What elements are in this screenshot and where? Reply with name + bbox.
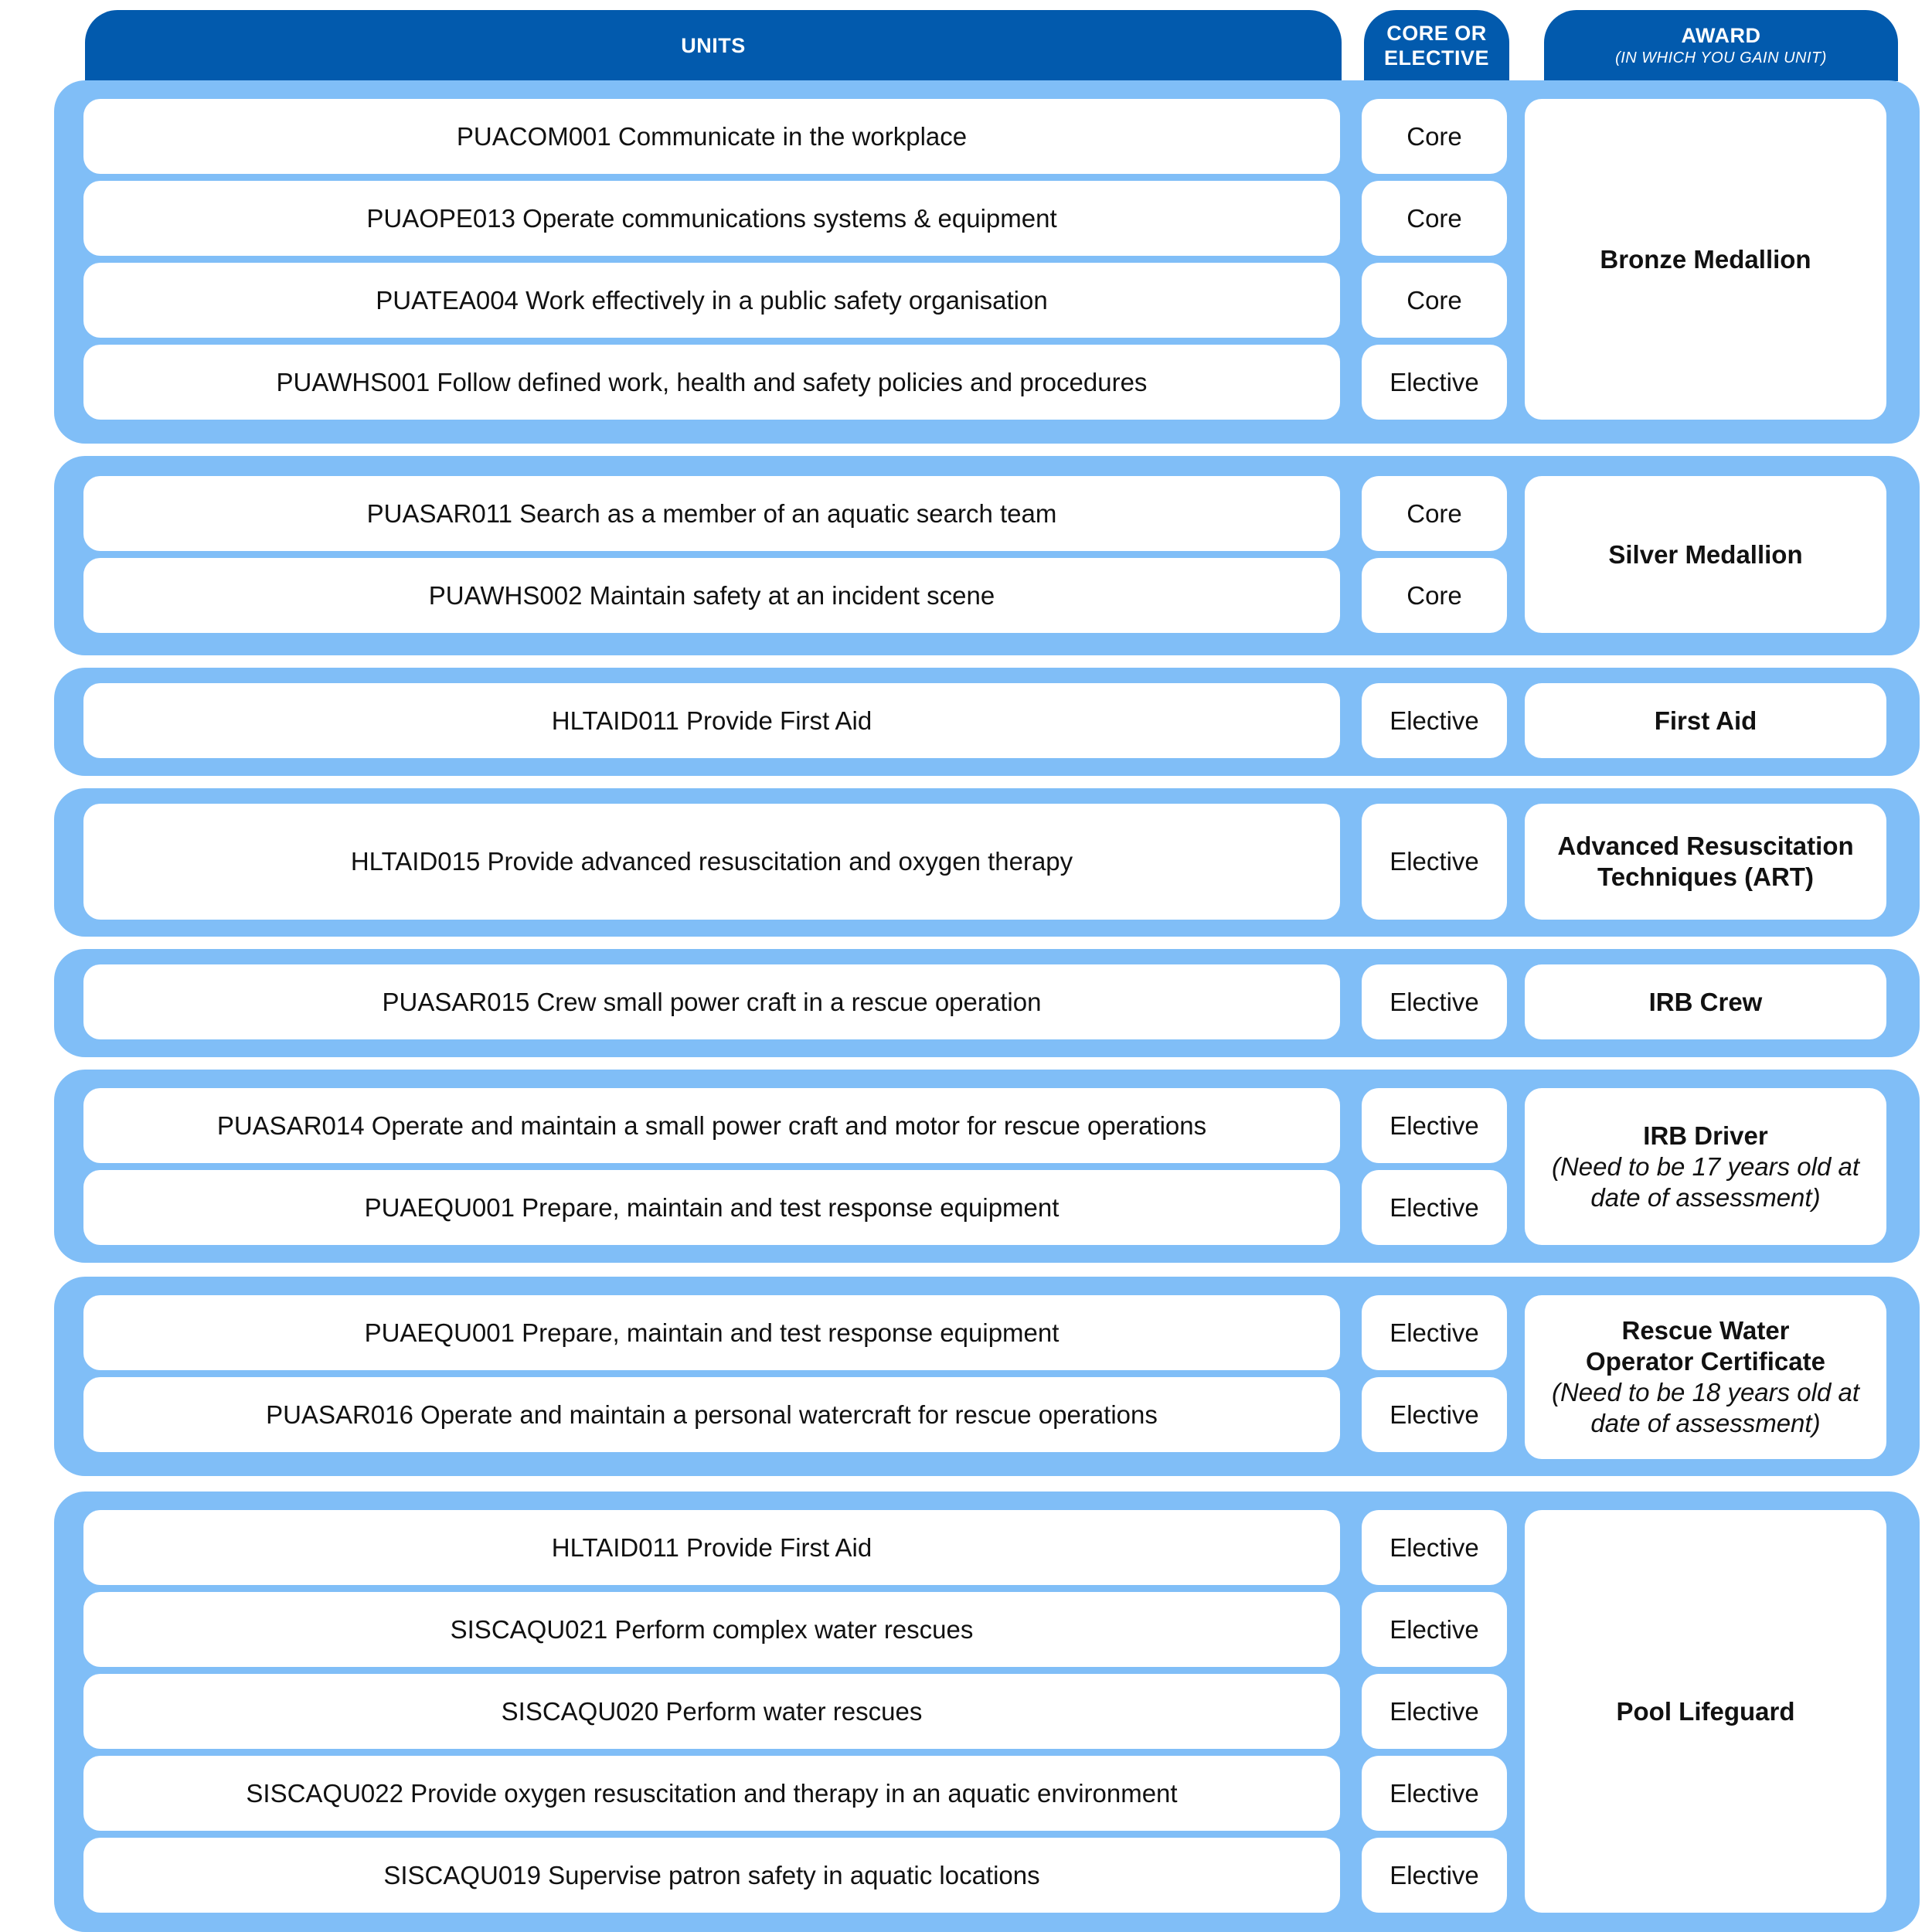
award-title-line: Rescue Water <box>1621 1316 1790 1345</box>
award-age-requirement-line: date of assessment) <box>1590 1409 1821 1437</box>
unit-type-cell: Core <box>1362 558 1507 633</box>
unit-group <box>54 788 1920 937</box>
award-title-line: Advanced Resuscitation <box>1557 832 1854 860</box>
core-or-elective-header-line2: ELECTIVE <box>1383 46 1490 70</box>
unit-group <box>54 456 1920 655</box>
unit-name-cell: PUASAR011 Search as a member of an aquatic search team <box>83 476 1340 551</box>
unit-name-cell: SISCAQU021 Perform complex water rescues <box>83 1592 1340 1667</box>
core-or-elective-header-line1: CORE OR <box>1386 22 1487 45</box>
award-title-line: IRB Crew <box>1648 987 1763 1016</box>
award-cell <box>1525 1088 1886 1245</box>
unit-type-cell: Elective <box>1362 345 1507 420</box>
award-age-requirement-line: (Need to be 18 years old at <box>1551 1378 1860 1406</box>
unit-group <box>54 949 1920 1057</box>
award-cell <box>1525 1295 1886 1459</box>
units-header-label: UNITS <box>681 33 746 57</box>
unit-type-cell: Elective <box>1362 1838 1507 1913</box>
award-age-requirement-line: date of assessment) <box>1590 1182 1821 1212</box>
unit-type-cell: Elective <box>1362 683 1507 758</box>
unit-type-cell: Elective <box>1362 1510 1507 1585</box>
award-title-line: Operator Certificate <box>1586 1347 1825 1376</box>
unit-type-cell: Elective <box>1362 1674 1507 1749</box>
unit-name-cell: SISCAQU019 Supervise patron safety in aquatic locations <box>83 1838 1340 1913</box>
award-cell <box>1525 964 1886 1039</box>
award-header-subtitle: (IN WHICH YOU GAIN UNIT) <box>1615 49 1827 66</box>
unit-name-cell: SISCAQU020 Perform water rescues <box>83 1674 1340 1749</box>
unit-name-cell: SISCAQU022 Provide oxygen resuscitation and therapy in an aquatic environment <box>83 1756 1340 1831</box>
unit-type-cell: Core <box>1362 99 1507 174</box>
award-cell <box>1525 476 1886 633</box>
award-title-line: IRB Driver <box>1643 1121 1768 1150</box>
unit-name-cell: HLTAID011 Provide First Aid <box>83 683 1340 758</box>
award-cell <box>1525 804 1886 920</box>
unit-name-cell: PUATEA004 Work effectively in a public safety organisation <box>83 263 1340 338</box>
unit-type-cell: Elective <box>1362 1295 1507 1370</box>
unit-name-cell: HLTAID015 Provide advanced resuscitation and oxygen therapy <box>83 804 1340 920</box>
award-title-line: First Aid <box>1654 706 1757 735</box>
award-header-label: AWARD <box>1681 24 1761 47</box>
award-cell <box>1525 1510 1886 1913</box>
unit-name-cell: PUACOM001 Communicate in the workplace <box>83 99 1340 174</box>
award-title-line: Pool Lifeguard <box>1616 1696 1795 1726</box>
award-column-header <box>1544 10 1898 81</box>
unit-name-cell: PUASAR016 Operate and maintain a personal watercraft for rescue operations <box>83 1377 1340 1452</box>
award-title-line: Bronze Medallion <box>1600 244 1811 274</box>
unit-group <box>54 1277 1920 1476</box>
award-cell <box>1525 99 1886 420</box>
units-column-header <box>85 10 1342 81</box>
unit-type-cell: Core <box>1362 263 1507 338</box>
unit-name-cell: PUAWHS002 Maintain safety at an incident scene <box>83 558 1340 633</box>
unit-name-cell: PUAWHS001 Follow defined work, health and safety policies and procedures <box>83 345 1340 420</box>
unit-group <box>54 80 1920 444</box>
award-title-line: Silver Medallion <box>1608 539 1803 569</box>
unit-type-cell: Elective <box>1362 1377 1507 1452</box>
unit-name-cell: PUAOPE013 Operate communications systems & equipment <box>83 181 1340 256</box>
unit-group <box>54 1492 1920 1932</box>
unit-name-cell: PUAEQU001 Prepare, maintain and test response equipment <box>83 1170 1340 1245</box>
unit-name-cell: HLTAID011 Provide First Aid <box>83 1510 1340 1585</box>
unit-name-cell: PUAEQU001 Prepare, maintain and test response equipment <box>83 1295 1340 1370</box>
unit-type-cell: Elective <box>1362 1170 1507 1245</box>
award-title-line: Techniques (ART) <box>1597 862 1814 891</box>
unit-type-cell: Elective <box>1362 1756 1507 1831</box>
unit-group <box>54 1070 1920 1263</box>
unit-type-cell: Elective <box>1362 804 1507 920</box>
core-or-elective-column-header <box>1364 10 1509 81</box>
unit-type-cell: Elective <box>1362 964 1507 1039</box>
unit-type-cell: Core <box>1362 181 1507 256</box>
unit-name-cell: PUASAR014 Operate and maintain a small power craft and motor for rescue operations <box>83 1088 1340 1163</box>
award-cell <box>1525 683 1886 758</box>
unit-type-cell: Elective <box>1362 1592 1507 1667</box>
unit-type-cell: Core <box>1362 476 1507 551</box>
unit-name-cell: PUASAR015 Crew small power craft in a rescue operation <box>83 964 1340 1039</box>
award-age-requirement-line: (Need to be 17 years old at <box>1551 1151 1860 1181</box>
unit-group <box>54 668 1920 776</box>
unit-type-cell: Elective <box>1362 1088 1507 1163</box>
